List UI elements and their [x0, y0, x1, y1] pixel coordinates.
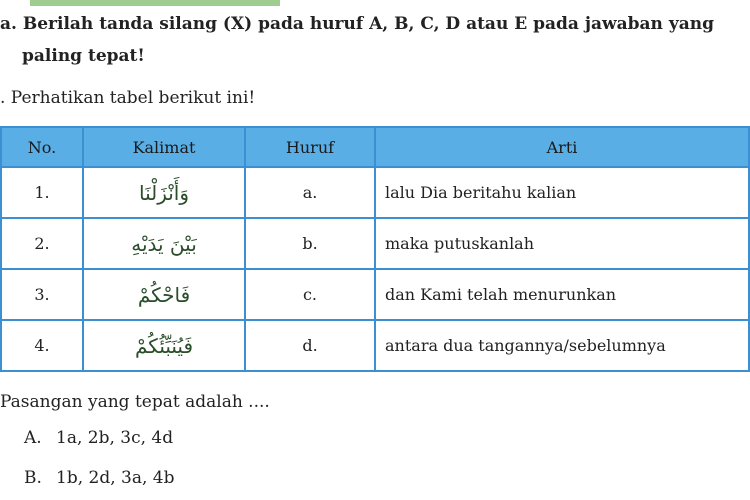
- cell-huruf: b.: [245, 218, 375, 269]
- option-label: A.: [24, 428, 42, 448]
- header-arti: Arti: [375, 127, 749, 167]
- header-no: No.: [1, 127, 83, 167]
- table-row: [1, 320, 749, 371]
- instruction-line-2: paling tepat!: [22, 46, 145, 66]
- cell-no: 1.: [1, 167, 83, 218]
- header-accent-bar: [30, 0, 280, 6]
- cell-kalimat: [83, 167, 245, 218]
- question-item-1: . Perhatikan tabel berikut ini!: [0, 88, 256, 108]
- table-row: [1, 269, 749, 320]
- instruction-line-1: a. Berilah tanda silang (X) pada huruf A, B, C, D atau E pada jawaban yang: [0, 14, 714, 34]
- answer-prompt: Pasangan yang tepat adalah ....: [0, 392, 270, 412]
- arabic-word: بَيْنَ يَدَيْهِ: [131, 231, 197, 256]
- cell-arti: dan Kami telah menurunkan: [375, 269, 749, 320]
- option-a[interactable]: [24, 428, 173, 448]
- header-huruf: Huruf: [245, 127, 375, 167]
- arabic-word: فَاحْكُمْ: [137, 282, 191, 307]
- table-row: [1, 218, 749, 269]
- table-row: [1, 167, 749, 218]
- cell-kalimat: [83, 320, 245, 371]
- cell-huruf: d.: [245, 320, 375, 371]
- option-text: 1b, 2d, 3a, 4b: [56, 468, 175, 488]
- cell-no: 2.: [1, 218, 83, 269]
- cell-arti: lalu Dia beritahu kalian: [375, 167, 749, 218]
- arabic-word: وَأَنْزَلْنَا: [138, 180, 190, 205]
- option-label: B.: [24, 468, 42, 488]
- cell-huruf: a.: [245, 167, 375, 218]
- option-b[interactable]: [24, 468, 174, 488]
- cell-no: 3.: [1, 269, 83, 320]
- cell-kalimat: [83, 218, 245, 269]
- cell-arti: antara dua tangannya/sebelumnya: [375, 320, 749, 371]
- cell-huruf: c.: [245, 269, 375, 320]
- header-kalimat: Kalimat: [83, 127, 245, 167]
- cell-no: 4.: [1, 320, 83, 371]
- option-text: 1a, 2b, 3c, 4d: [56, 428, 174, 448]
- vocabulary-table: [0, 126, 750, 372]
- cell-arti: maka putuskanlah: [375, 218, 749, 269]
- arabic-word: فَيُنَبِّئُكُمْ: [134, 333, 194, 358]
- table-header-row: [1, 127, 749, 167]
- cell-kalimat: [83, 269, 245, 320]
